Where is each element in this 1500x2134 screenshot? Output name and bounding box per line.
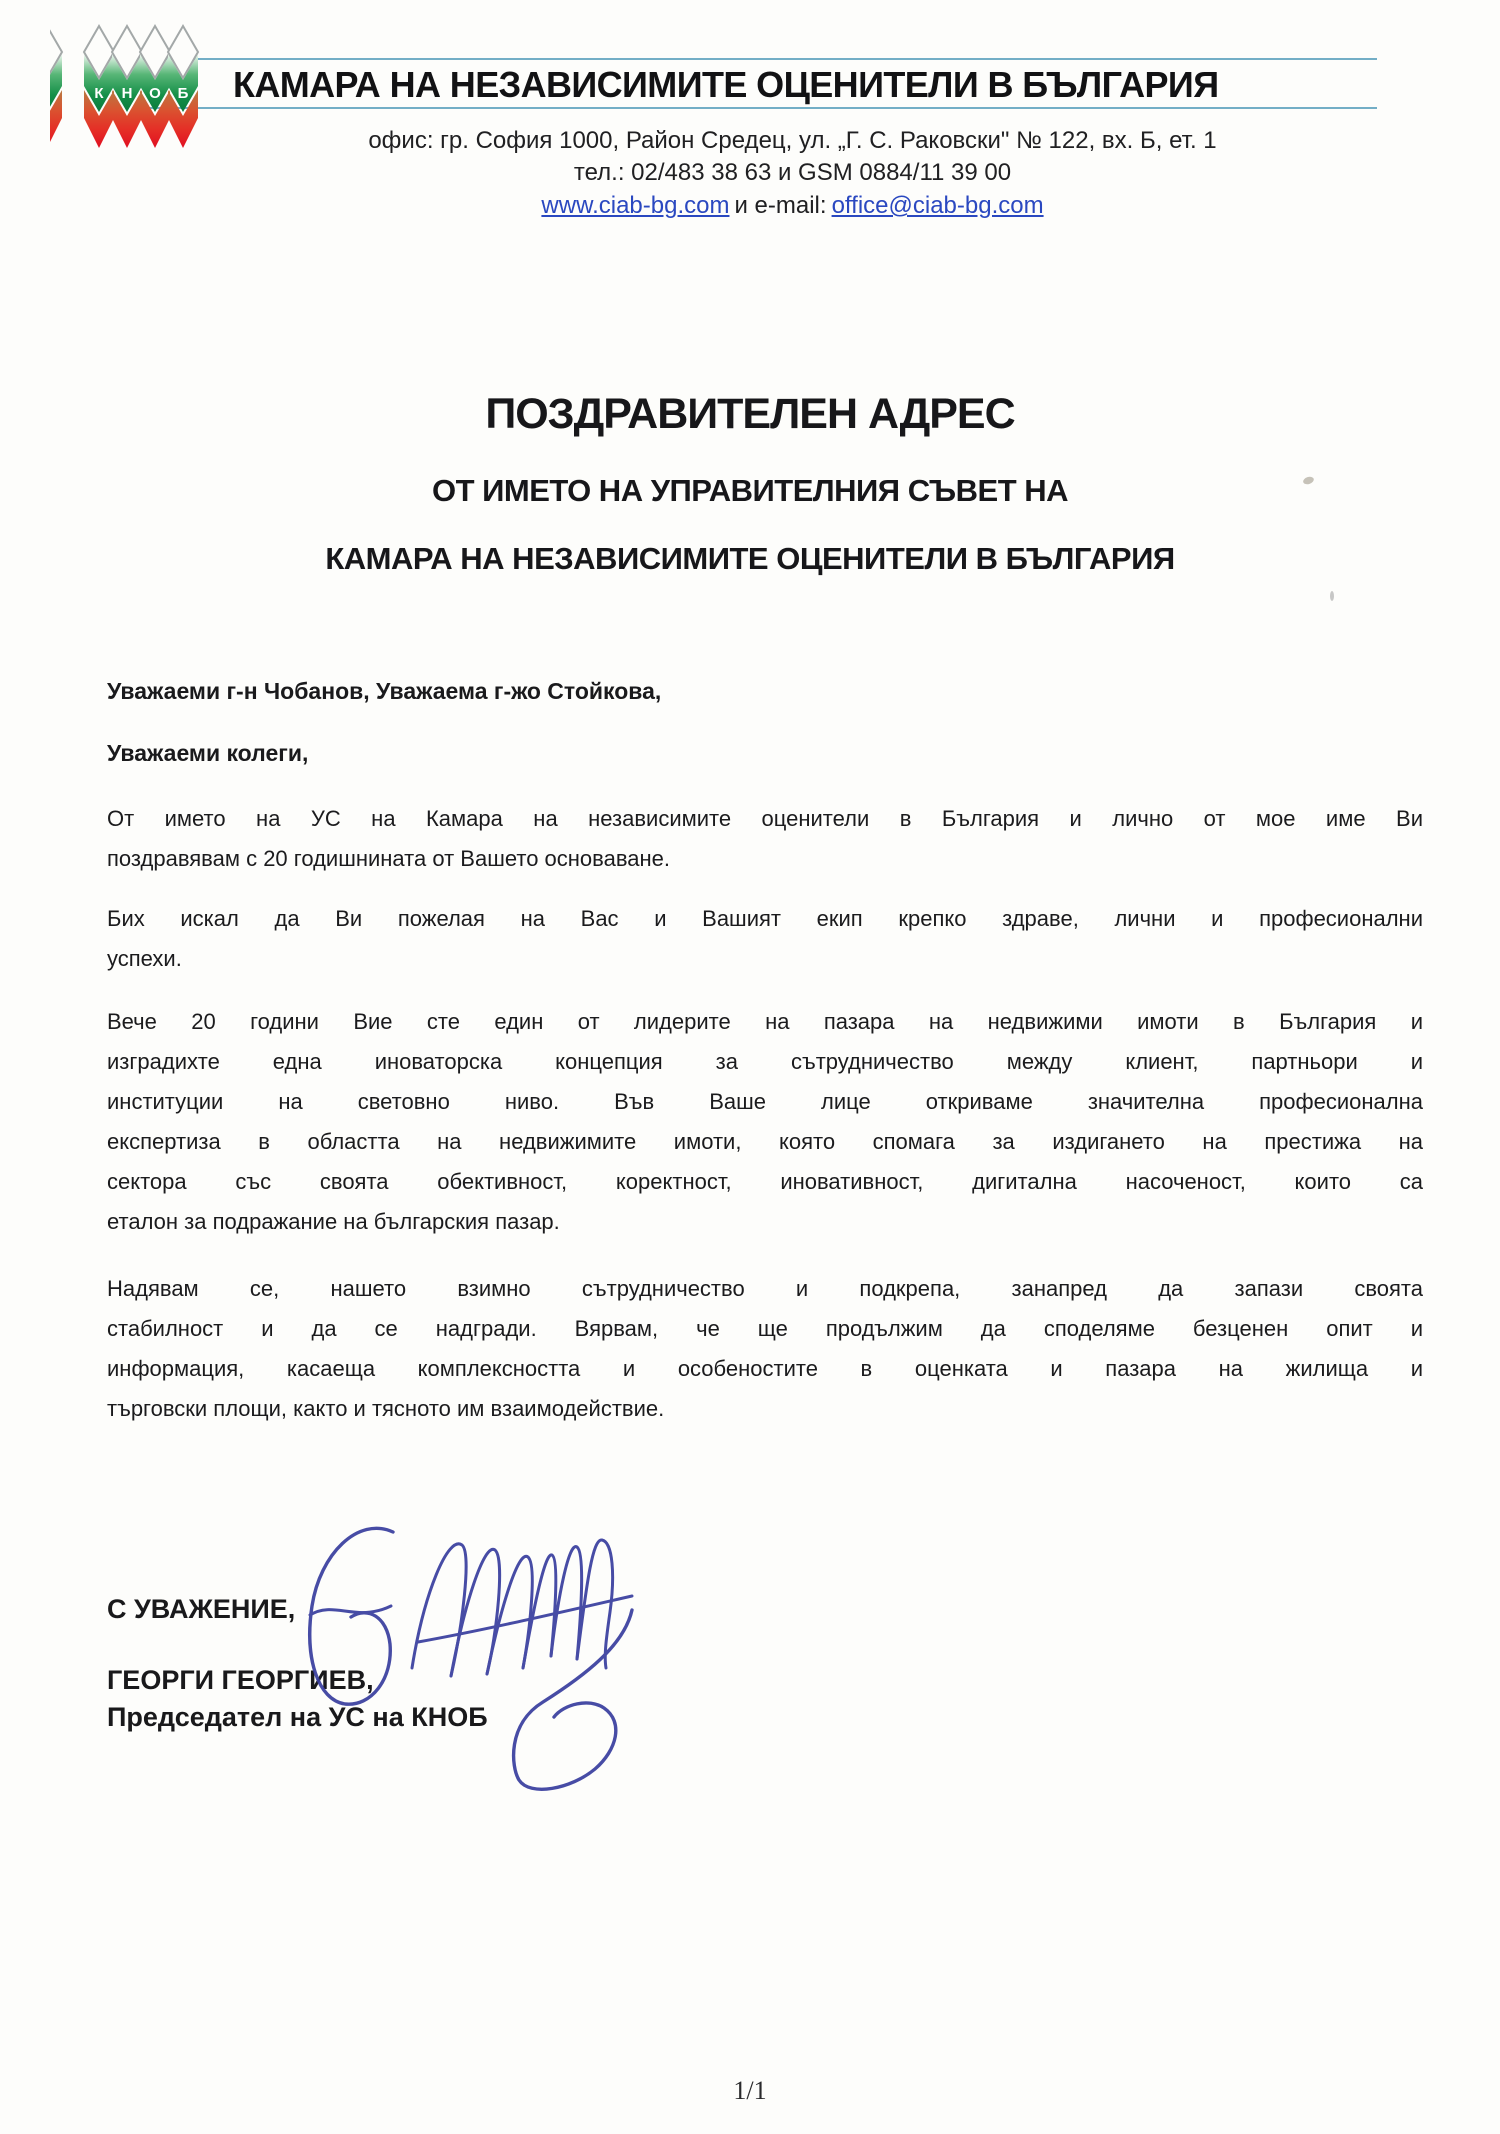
email-link[interactable]: office@ciab-bg.com xyxy=(831,192,1044,219)
body-line: Вече 20 години Вие сте един от лидерите на пазара на недвижими имоти в България и xyxy=(107,1009,1423,1034)
body-line: Надявам се, нашето взимно сътрудничество и подкрепа, занапред да запази своята xyxy=(107,1276,1423,1301)
paragraph-3 xyxy=(107,1002,1423,1242)
body-line: еталон за подражание на българския пазар. xyxy=(107,1209,560,1234)
body-line: Бих искал да Ви пожелая на Вас и Вашият екип крепко здраве, лични и професионални xyxy=(107,906,1423,931)
logo-letter-n: Н xyxy=(121,85,133,102)
org-name: КАМАРА НА НЕЗАВИСИМИТЕ ОЦЕНИТЕЛИ В БЪЛГАРИЯ xyxy=(233,64,1219,105)
body-line: стабилност и да се надгради. Вярвам, че ще продължим да споделяме безценен опит и xyxy=(107,1316,1423,1341)
paragraph-1 xyxy=(107,799,1423,879)
logo-ribbon-partial xyxy=(50,26,62,148)
logo-letter-b: Б xyxy=(177,85,189,102)
body-line: информация, касаеща комплексността и особеностите в оценката и пазара на жилища и xyxy=(107,1356,1423,1381)
salutation-1: Уважаеми г-н Чобанов, Уважаема г-жо Стойкова, xyxy=(107,678,662,704)
document-subtitle-1: ОТ ИМЕТО НА УПРАВИТЕЛНИЯ СЪВЕТ НА xyxy=(431,473,1069,508)
website-link[interactable]: www.ciab-bg.com xyxy=(541,192,730,219)
salutation-2: Уважаеми колеги, xyxy=(107,740,309,766)
signatory-title: Председател на УС на КНОБ xyxy=(107,1702,488,1732)
knob-logo xyxy=(50,18,220,188)
header-rule-top xyxy=(140,58,1377,60)
phone-line: тел.: 02/483 38 63 и GSM 0884/11 39 00 xyxy=(573,159,1012,186)
email-label: и e-mail: xyxy=(734,192,827,219)
logo-letter-o: О xyxy=(149,85,161,102)
office-address: офис: гр. София 1000, Район Средец, ул. „Г. С. Раковски" № 122, вх. Б, ет. 1 xyxy=(368,127,1217,154)
document-title: ПОЗДРАВИТЕЛЕН АДРЕС xyxy=(485,390,1015,438)
body-line: От името на УС на Камара на независимите оценители в България и лично от мое име Ви xyxy=(107,806,1423,831)
signatory-name: ГЕОРГИ ГЕОРГИЕВ, xyxy=(107,1665,374,1695)
body-line: търговски площи, както и тясното им взаимодействие. xyxy=(107,1396,665,1421)
web-contact-line xyxy=(220,192,1365,220)
body-line: изградихте една иноваторска концепция за сътрудничество между клиент, партньори и xyxy=(107,1049,1423,1074)
logo-letter-k: К xyxy=(94,85,104,102)
scan-speck xyxy=(1330,591,1334,601)
paragraph-2 xyxy=(107,899,1423,979)
body-line: сектора със своята обективност, коректност, иновативност, дигитална насоченост, които са xyxy=(107,1169,1423,1194)
body-line: успехи. xyxy=(107,946,182,971)
closing-line: С УВАЖЕНИЕ, xyxy=(107,1594,296,1624)
header-rule-bottom xyxy=(140,107,1377,109)
handwritten-signature xyxy=(300,1518,650,1818)
body-line: институции на световно ниво. Във Ваше лице откриваме значителна професионална xyxy=(107,1089,1423,1114)
paragraph-4 xyxy=(107,1269,1423,1429)
page-number: 1/1 xyxy=(733,2076,767,2105)
body-line: поздравявам с 20 годишнината от Вашето основаване. xyxy=(107,846,671,871)
document-subtitle-2: КАМАРА НА НЕЗАВИСИМИТЕ ОЦЕНИТЕЛИ В БЪЛГАРИЯ xyxy=(325,541,1175,576)
body-line: експертиза в областта на недвижимите имоти, която спомага за издигането на престижа на xyxy=(107,1129,1423,1154)
